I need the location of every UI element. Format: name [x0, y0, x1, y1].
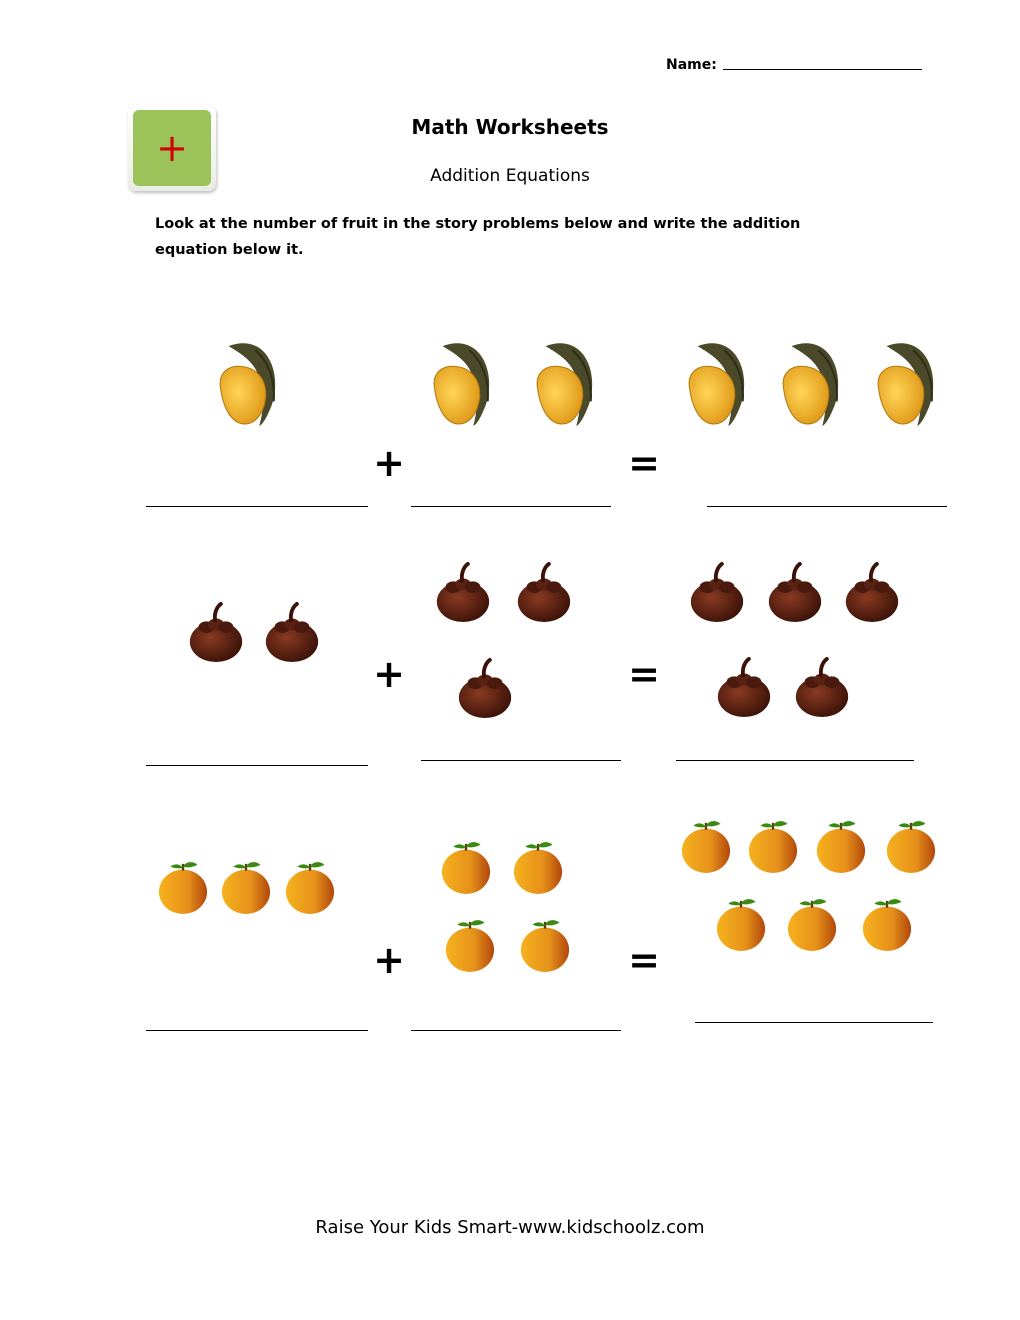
mango-icon — [683, 342, 749, 426]
equals-sign: = — [628, 938, 660, 982]
name-field-line[interactable] — [723, 69, 922, 70]
orange-icon — [519, 916, 571, 974]
orange-icon — [786, 895, 838, 953]
equals-sign: = — [628, 652, 660, 696]
orange-icon — [284, 858, 336, 916]
mangosteen-icon — [791, 656, 853, 718]
mangosteen-icon — [686, 561, 748, 623]
orange-icon — [747, 817, 799, 875]
mango-icon — [872, 342, 938, 426]
page-subtitle: Addition Equations — [430, 166, 590, 186]
orange-icon — [440, 838, 492, 896]
mangosteen-icon — [185, 601, 247, 663]
plus-sign: + — [373, 441, 405, 485]
mango-icon — [428, 342, 494, 426]
equals-sign: = — [628, 441, 660, 485]
plus-icon: + — [133, 110, 211, 186]
answer-line[interactable] — [146, 765, 368, 766]
answer-line[interactable] — [146, 506, 368, 507]
orange-icon — [680, 817, 732, 875]
mangosteen-icon — [713, 656, 775, 718]
mango-icon — [214, 342, 280, 426]
mango-icon — [777, 342, 843, 426]
orange-icon — [861, 895, 913, 953]
mangosteen-icon — [764, 561, 826, 623]
orange-icon — [444, 916, 496, 974]
orange-icon — [885, 817, 937, 875]
mango-icon — [531, 342, 597, 426]
orange-icon — [815, 817, 867, 875]
mangosteen-icon — [432, 561, 494, 623]
instructions: Look at the number of fruit in the story problems below and write the addition equation below it. — [155, 216, 801, 258]
answer-line[interactable] — [411, 506, 611, 507]
page-title: Math Worksheets — [411, 115, 609, 139]
answer-line[interactable] — [695, 1022, 933, 1023]
orange-icon — [512, 838, 564, 896]
orange-icon — [715, 895, 767, 953]
answer-line[interactable] — [411, 1030, 621, 1031]
answer-line[interactable] — [676, 760, 914, 761]
mangosteen-icon — [513, 561, 575, 623]
answer-line[interactable] — [421, 760, 621, 761]
mangosteen-icon — [841, 561, 903, 623]
mangosteen-icon — [261, 601, 323, 663]
mangosteen-icon — [454, 657, 516, 719]
orange-icon — [157, 858, 209, 916]
orange-icon — [220, 858, 272, 916]
name-label: Name: — [666, 57, 717, 73]
footer-credit: Raise Your Kids Smart-www.kidschoolz.com — [315, 1217, 705, 1238]
answer-line[interactable] — [707, 506, 947, 507]
plus-sign: + — [373, 652, 405, 696]
plus-sign: + — [373, 938, 405, 982]
answer-line[interactable] — [146, 1030, 368, 1031]
